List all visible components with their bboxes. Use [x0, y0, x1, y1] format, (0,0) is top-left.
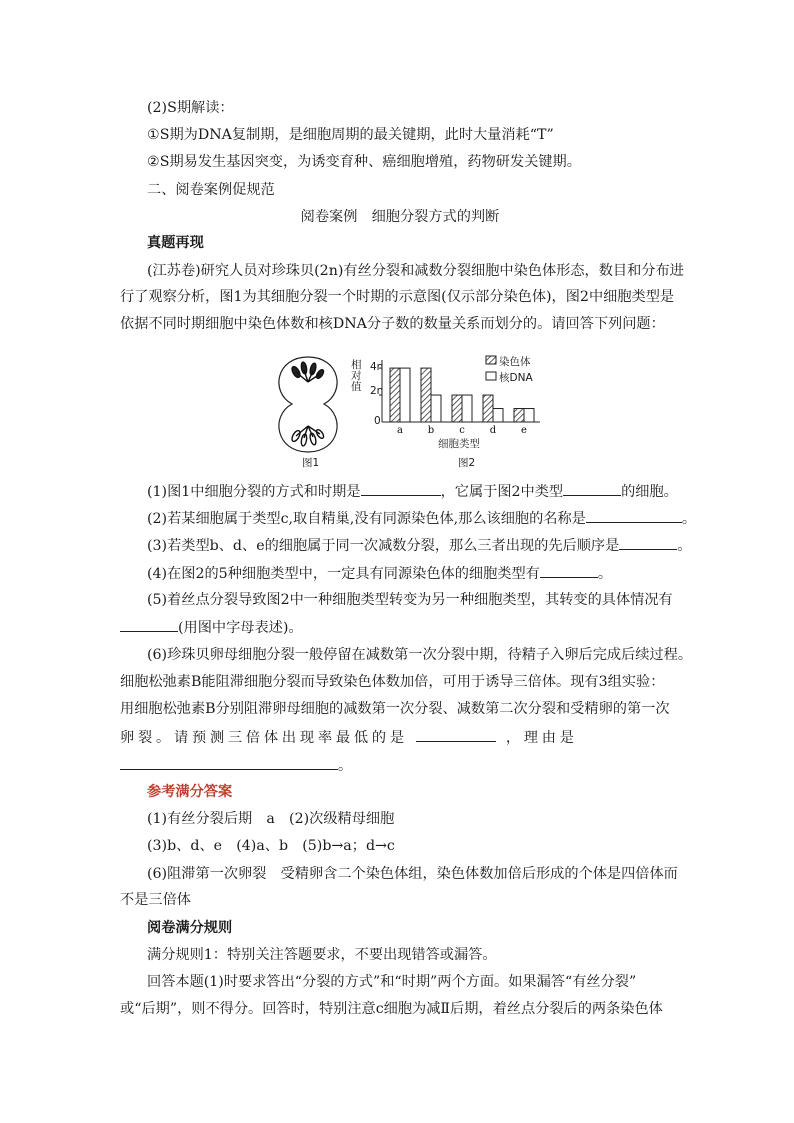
q1-blank-1[interactable] — [361, 481, 441, 496]
q6-blank-1[interactable] — [416, 727, 496, 742]
question-5-line-1: (5)着丝点分裂导致图2中一种细胞类型转变为另一种细胞类型，其转变的具体情况有 — [147, 592, 673, 608]
question-6-line-2: 细胞松弛素B能阻滞细胞分裂而导致染色体数加倍，可用于诱导三倍体。现有3组实验： — [120, 674, 665, 690]
q1-text-a: (1)图1中细胞分裂的方式和时期是 — [147, 484, 361, 500]
q3-text-b: 。 — [677, 538, 692, 554]
figure2-caption: 图2 — [458, 457, 476, 469]
ytick-4n: 4n — [370, 361, 384, 373]
legend-dna-swatch — [486, 372, 496, 380]
zhenti-label: 真题再现 — [147, 235, 204, 251]
rules-paragraph-line-1: 回答本题(1)时要求答出“分裂的方式”和“时期”两个方面。如果漏答“有丝分裂” — [147, 974, 637, 990]
x-tick-label-e: e — [521, 425, 527, 436]
q2-blank[interactable] — [586, 508, 682, 523]
answer-heading: 参考满分答案 — [147, 784, 233, 800]
question-6-line-3: 用细胞松弛素B分别阻滞卵母细胞的减数第一次分裂、减数第二次分裂和受精卵的第一次 — [120, 701, 670, 717]
q1-text-c: 的细胞。 — [621, 484, 678, 500]
figure1-cell — [279, 357, 337, 452]
ytick-2n: 2n — [370, 385, 384, 397]
answer-3-line-2: 不是三倍体 — [120, 892, 191, 908]
s-phase-heading: (2)S期解读： — [147, 100, 234, 116]
bar-chromosome-d — [483, 395, 493, 422]
legend-dna-label: 核DNA — [499, 372, 533, 384]
question-6-line-5 — [120, 755, 680, 776]
intro-line-3: 依据不同时期细胞中染色体数和核DNA分子数的数量关系而划分的。请回答下列问题： — [120, 316, 665, 332]
bar-chromosome-b — [421, 368, 431, 422]
x-tick-label-b: b — [427, 425, 435, 436]
rules-paragraph-line-2: 或“后期”，则不得分。回答时，特别注意c细胞为减Ⅱ后期，着丝点分裂后的两条染色体 — [120, 1001, 663, 1017]
question-6-line-4 — [120, 727, 680, 748]
legend-chromosome-label: 染色体 — [499, 356, 531, 368]
legend-chromosome-swatch — [486, 356, 496, 364]
bar-dna-d — [493, 409, 503, 422]
y-axis-label: 相对值 — [351, 359, 362, 393]
q6-text-b: ，理由是 — [505, 730, 578, 746]
x-tick-label-a: a — [397, 425, 403, 436]
intro-line-2: 行了观察分析，图1为其细胞分裂一个时期的示意图(仅示部分染色体)，图2中细胞类型是 — [120, 289, 675, 305]
bar-chromosome-e — [514, 409, 524, 422]
figure1-caption: 图1 — [302, 457, 320, 469]
q6-text-a: 卵裂。请预测三倍体出现率最低的是 — [120, 730, 408, 746]
q6-text-end: 。 — [338, 758, 353, 774]
bar-dna-b — [431, 395, 441, 422]
bar-chromosome-c — [452, 395, 462, 422]
part-two-heading: 二、阅卷案例促规范 — [147, 182, 275, 198]
rule-1: 满分规则1：特别关注答题要求，不要出现错答或漏答。 — [147, 947, 497, 963]
question-2 — [147, 508, 697, 529]
bar-chromosome-a — [390, 368, 400, 422]
answer-1: (1)有丝分裂后期 a (2)次级精母细胞 — [147, 811, 395, 827]
q4-text-a: (4)在图2的5种细胞类型中，一定具有同源染色体的细胞类型有 — [147, 566, 540, 582]
s-phase-point-1: ①S期为DNA复制期，是细胞周期的最关键期，此时大量消耗“T” — [147, 127, 554, 143]
question-3 — [147, 535, 692, 556]
figure-area — [268, 352, 558, 470]
bar-dna-c — [462, 395, 472, 422]
bar-dna-e — [524, 409, 534, 422]
answer-2: (3)b、d、e (4)a、b (5)b→a；d→c — [147, 838, 395, 854]
question-1 — [147, 481, 680, 502]
bar-dna-a — [400, 368, 410, 422]
q5-blank[interactable] — [120, 617, 178, 632]
q5-text: (用图中字母表述)。 — [178, 620, 303, 636]
question-4 — [147, 563, 680, 584]
question-6-line-1: (6)珍珠贝卵母细胞分裂一般停留在减数第一次分裂中期，待精子入卵后完成后续过程。 — [147, 647, 693, 663]
case-title: 阅卷案例 细胞分裂方式的判断 — [300, 209, 500, 225]
q3-blank[interactable] — [619, 535, 677, 550]
intro-line-1: (江苏卷)研究人员对珍珠贝(2n)有丝分裂和减数分裂细胞中染色体形态，数目和分布进 — [147, 263, 684, 279]
q2-text-a: (2)若某细胞属于类型c,取自精巢,没有同源染色体,那么该细胞的名称是 — [147, 511, 586, 527]
q2-text-b: 。 — [681, 511, 697, 527]
question-5-line-2 — [120, 617, 680, 638]
q1-blank-2[interactable] — [563, 481, 621, 496]
x-axis-title: 细胞类型 — [438, 438, 480, 450]
x-tick-label-d: d — [489, 425, 497, 436]
answer-3-line-1: (6)阻滞第一次卵裂 受精卵含二个染色体组，染色体数加倍后形成的个体是四倍体而 — [147, 866, 678, 882]
rules-heading: 阅卷满分规则 — [147, 920, 233, 936]
ytick-0: 0 — [374, 415, 381, 427]
q6-blank-2[interactable] — [120, 755, 338, 770]
q1-text-b: ，它属于图2中类型 — [440, 484, 564, 500]
q3-text-a: (3)若类型b、d、e的细胞属于同一次减数分裂，那么三者出现的先后顺序是 — [147, 538, 620, 554]
q4-text-b: 。 — [597, 566, 613, 582]
q4-blank[interactable] — [540, 563, 598, 578]
s-phase-point-2: ②S期易发生基因突变，为诱变育种、癌细胞增殖，药物研发关键期。 — [147, 154, 581, 170]
x-tick-label-c: c — [459, 425, 465, 436]
